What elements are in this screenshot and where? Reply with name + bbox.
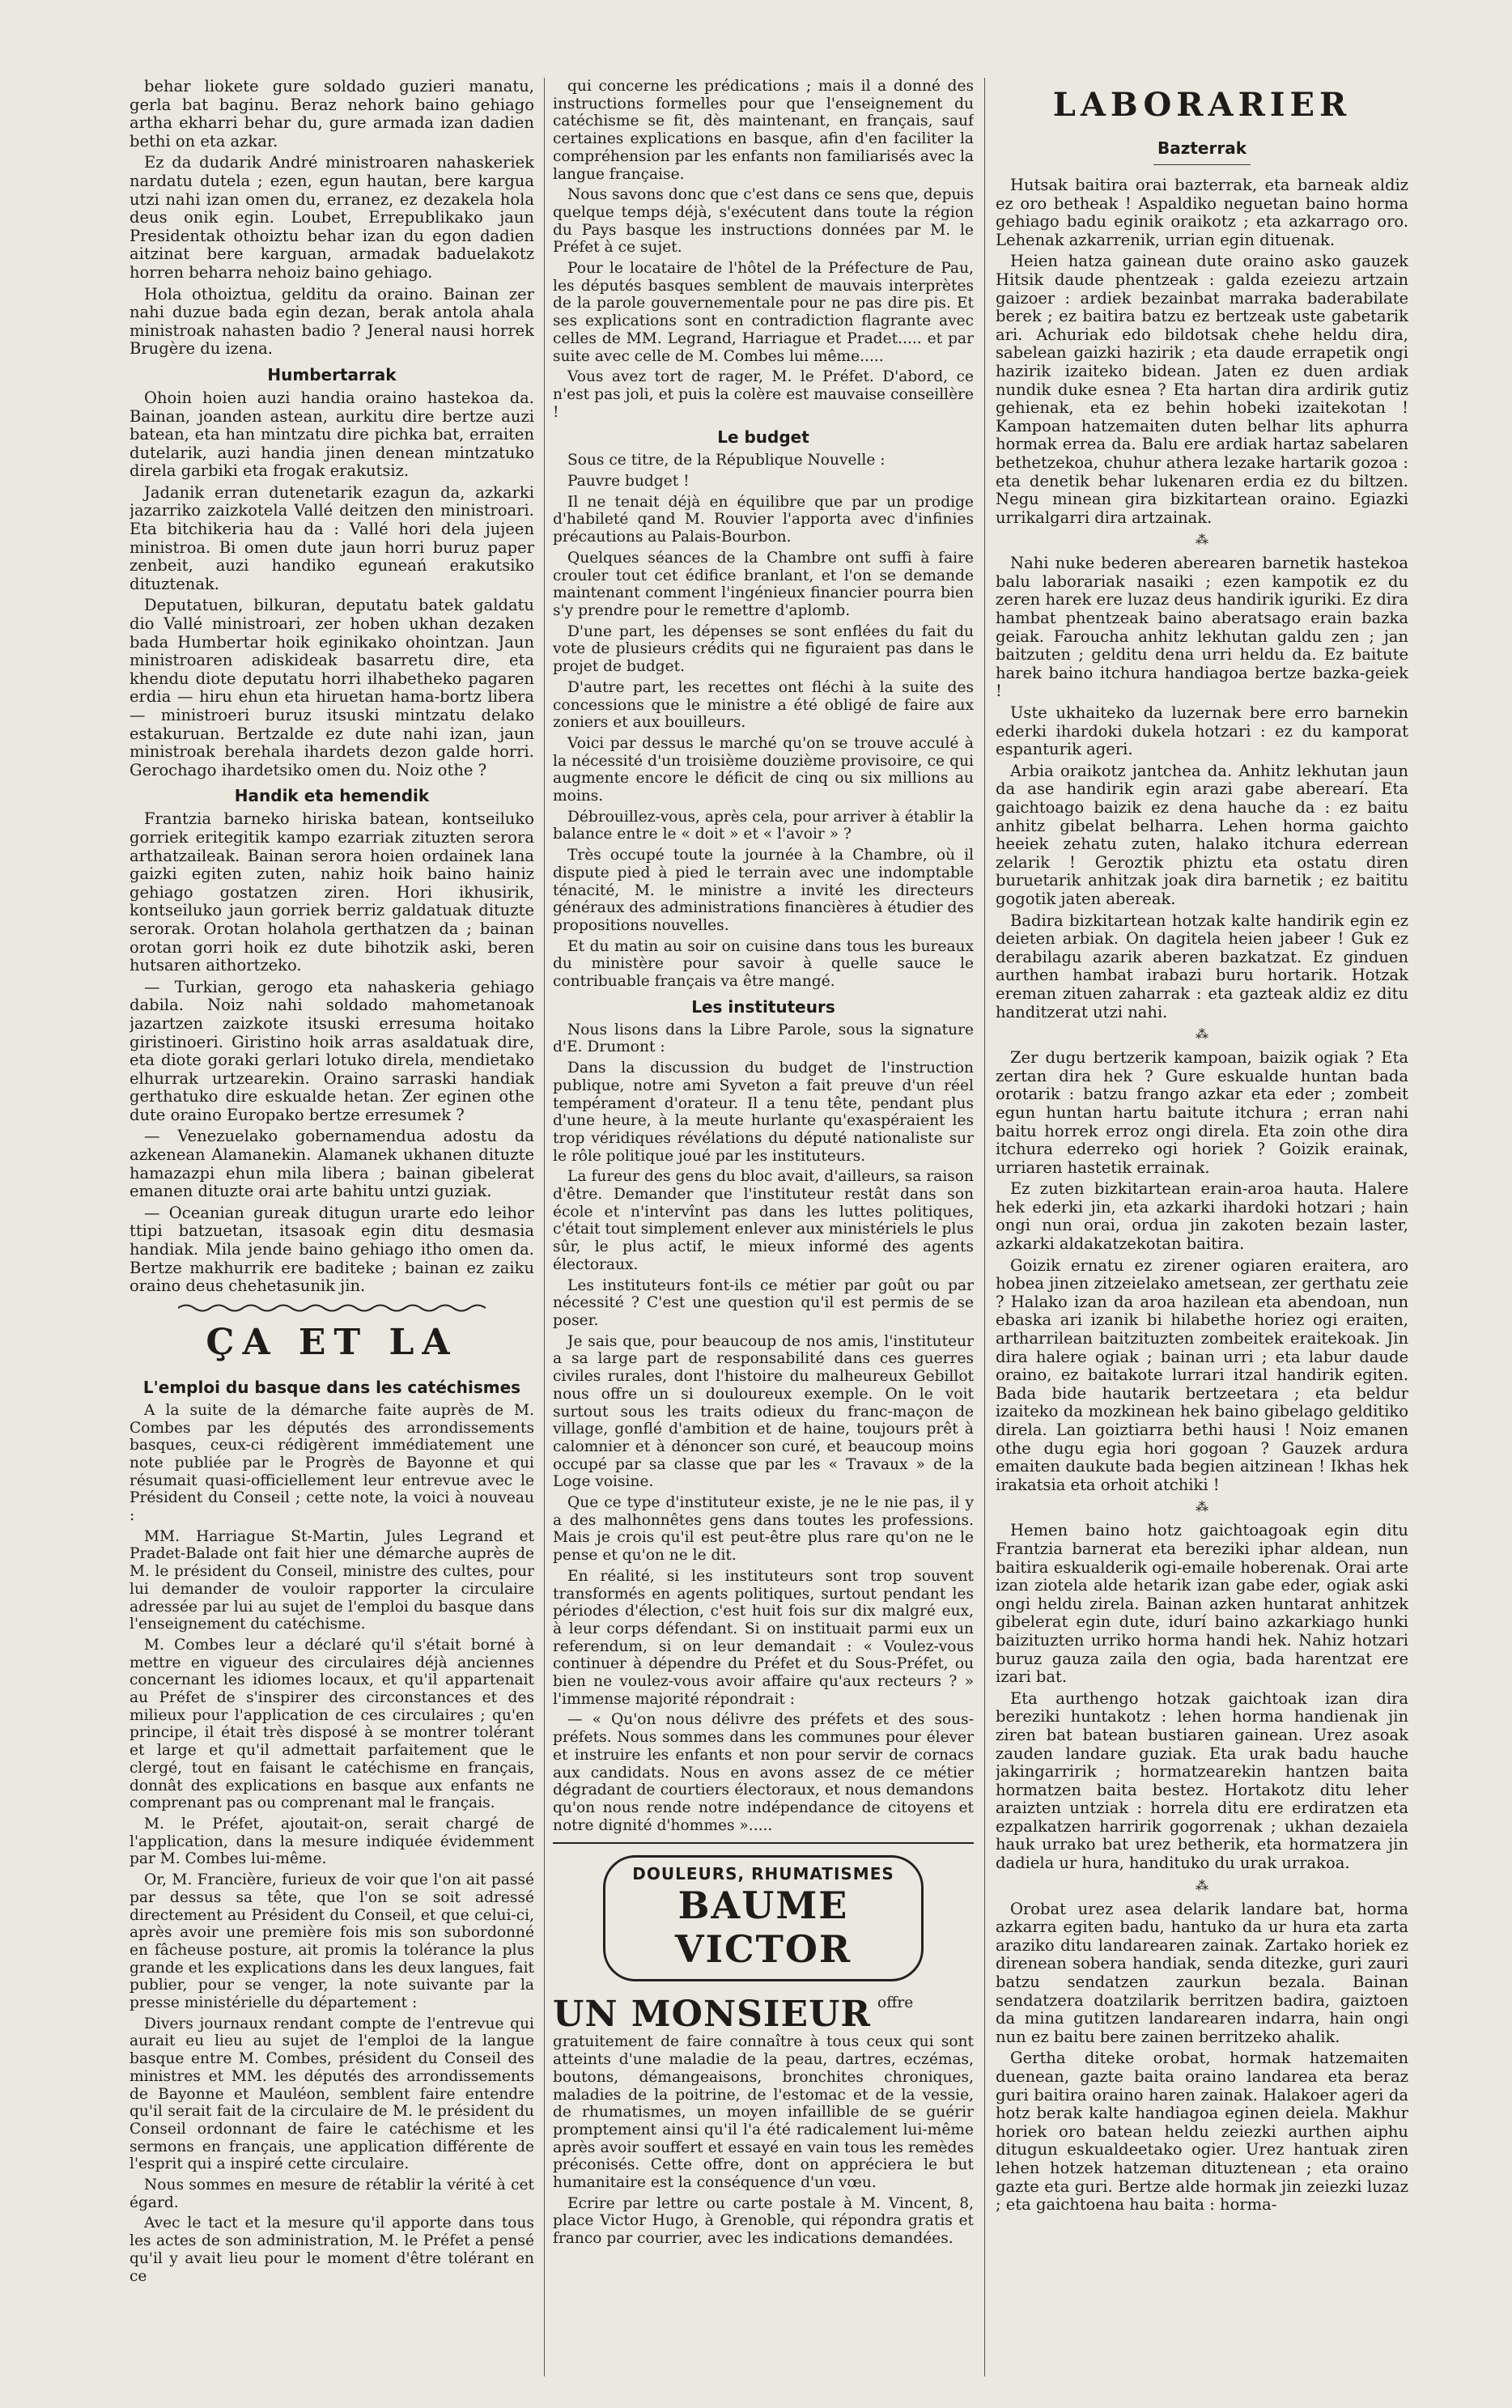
column-2	[553, 78, 974, 2376]
article-paragraph: MM. Harriague St-Martin, Jules Legrand et Pradet-Balade ont fait hier une démarche auprès de M. le président du Conseil, ministre des cultes, pour lui demander de vouloir rapporter la circulaire adressée par lui au sujet de l'emploi du basque dans l'enseignement du catéchisme.	[130, 1527, 534, 1633]
article-paragraph: Très occupé toute la journée à la Chambre, où il dispute pied à pied le terrain avec une indomptable ténacité, M. le ministre a invité les directeurs généraux des administrations financières à étudier des propositions nouvelles.	[553, 847, 974, 934]
article-paragraph: M. Combes leur a déclaré qu'il s'était borné à mettre en vigueur des circulaires déjà anciennes concernant les idiomes locaux, et qu'il appartenait au Préfet de s'inspirer des circonstances et des milieux pour l'application de ces circulaires ; qu'en principe, il était très disposé à se montrer tolérant et large et qu'il admettait parfaitement que le clergé, tout en faisant le catéchisme en français, donnât des explications en basque aux enfants ne comprenant pas ou comprenant mal le français.	[130, 1636, 534, 1812]
article-paragraph: La fureur des gens du bloc avait, d'ailleurs, sa raison d'être. Demander que l'instituteur restât dans son école et n'intervînt pas dans les luttes politiques, c'était tout simplement enlever aux ministériels le plus sûr, le plus actif, le mieux informé des agents électoraux.	[553, 1168, 974, 1273]
article-paragraph: — Venezuelako gobernamendua adostu da azkenean Alamanekin. Alamanek ukhanen dituzte hamazazpi ehun mila libera ; bainan gibelerat emanen dituzte orai arte bahitu untzi guziak.	[130, 1127, 534, 1201]
article-paragraph: Gertha diteke orobat, hormak hatzemaiten duenean, gazte baita oraino landarea eta beraz guri baitira oraino haren zainak. Halakoer ageri da hotz berak kalte handiagoa eginen deiela. Makhur horiek oro batean heldu zeiezki aurthen aiphu ditugun eskualdeetako ogier. Urez hantuak ziren lehen hotzek hatzeman dituztenean ; eta oraino gazte eta guri. Bertze alde hormak jin zeiezki luzaz ; eta gaichtoena hau baita : horma-	[996, 2049, 1408, 2215]
section-heading: Les instituteurs	[691, 996, 835, 1017]
laborarier-title: LABORARIER	[1052, 86, 1352, 124]
article-paragraph: Débrouillez-vous, après cela, pour arriver à établir la balance entre le « doit » et « l'avoir » ?	[553, 808, 974, 843]
article-paragraph: Goizik ernatu ez zirener ogiaren eraitera, aro hobea jinen zitzeielako ametsean, zer gerthatu zeie ? Halako izan da aroa hazilean eta abendoan, nun ebaska ari izanik bi hilabethe horiez ogi eraiten, artharrilean baitzituzten zombeitek eraitekoak. Jin dira halere ogiak ; bainan urri ; eta labur daude oraino, ez baitakote lurrari itzal handirik egiten. Bada bide hautarik bertzeetara ; eta beldur izaiteko da mozkinean hek baino gibelago gelditiko direla. Lan goiztiarra bethi hausi ! Noiz emanen othe dugu egia hori gogoan ? Gauzek ardura emaiten daukute bada begien aitzinean ! Ikhas hek irakatsia eta orhoit atchiki !	[996, 1255, 1408, 1494]
article-paragraph: Hutsak baitira orai bazterrak, eta barneak aldiz ez oro betheak ! Aspaldiko neguetan baino horma gehiago badu eginik oraikotz ; eta azkarrago oro. Lehenak azkarrenik, urrian egin dituenak.	[996, 176, 1408, 249]
article-paragraph: — Oceanian gureak ditugun urarte edo leihor ttipi batzuetan, itsasoak egin ditu desmasia handiak. Mila jende baino gehiago itho omen da. Bertze makhurrik ere baditeke ; bainan ez zaiku oraino deus chehetasunik jin.	[130, 1203, 534, 1296]
article-paragraph: — « Qu'on nous délivre des préfets et des sous-préfets. Nous sommes dans les communes pour élever et instruire les enfants et non pour servir de cornacs aux candidats. Nous en avons assez de ce métier dégradant de courtiers électoraux, et nous demandons qu'on nous rende notre indépendance de citoyens et notre dignité d'hommes ».....	[553, 1711, 974, 1834]
article-paragraph: Et du matin au soir on cuisine dans tous les bureaux du ministère pour savoir à quelle sauce le contribuable français va être mangé.	[553, 937, 974, 991]
article-paragraph: — Turkian, gerogo eta nahaskeria gehiago dabila. Noiz nahi soldado mahometanoak jazartzen zaizkote itsuski erresuma hoitako giristinoeri. Giristino hoik arras asaldatuak dire, eta diote goraki gerlari lotuko direla, mendietako elhurrak urtzearekin. Oraino sarraski handiak gerthatuko dire eskualde hetan. Zer eginen othe dute oraino Europako bertze erresumek ?	[130, 977, 534, 1124]
article-paragraph: Vous avez tort de rager, M. le Préfet. D'abord, ce n'est pas joli, et puis la colère est mauvaise conseillère !	[553, 368, 974, 421]
column-rule-left	[544, 78, 545, 2376]
asterism-icon: ⁂	[1196, 1499, 1208, 1515]
column-3	[996, 78, 1408, 2376]
article-paragraph: Dans la discussion du budget de l'instruction publique, notre ami Syveton a fait preuve d'un réel tempérament d'orateur. Il a tenu tête, pendant plus d'une heure, à la meute hurlante qu'exaspéraient les trop véridiques révélations du député nationaliste sur le rôle politique joué par les instituteurs.	[553, 1060, 974, 1165]
section-heading: L'emploi du basque dans les catéchismes	[142, 1377, 521, 1397]
ad-text: Ecrire par lettre ou carte postale à M. Vincent, 8, place Victor Hugo, à Grenoble, qui répondra gratis et franco par courrier, avec les indications demandées.	[553, 2194, 974, 2248]
article-paragraph: Ohoin hoien auzi handia oraino hastekoa da. Bainan, joanden astean, aurkitu dire bertze auzi batean, eta han mintzatu dire pichka bat, erraiten dutelarik, auzi handia jinen denean mintzatuko direla garbiki eta frogak erakutsiz.	[130, 388, 534, 481]
article-paragraph: Que ce type d'instituteur existe, je ne le nie pas, il y a des malhonnêtes gens dans toutes les professions. Mais je crois qu'il est peut-être plus rare qu'on ne le pense et qu'on ne le dit.	[553, 1494, 974, 1565]
article-paragraph: Divers journaux rendant compte de l'entrevue qui aurait eu lieu au sujet de l'emploi de la langue basque entre M. Combes, président du Conseil des ministres et MM. les députés des arrondissements de Bayonne et Mauléon, semblent faire entendre qu'il serait fait de la circulaire de M. le président du Conseil ordonnant de faire le catéchisme et les sermons en français, une application différente de l'esprit qui a inspiré cette circulaire.	[130, 2015, 534, 2173]
section-heading: Bazterrak	[1157, 138, 1247, 158]
article-paragraph: qui concerne les prédications ; mais il a donné des instructions formelles pour que l'enseignement du catéchisme se fit, dès maintenant, en français, sauf certaines explications en basque, afin d'en faciliter la compréhension par les enfants non familiarisés avec la langue française.	[553, 78, 974, 183]
article-paragraph: Or, M. Francière, furieux de voir que l'on ait passé par dessus sa tête, que l'on se soit adressé directement au Président du Conseil, et que celui-ci, après avoir une première fois mis son subordonné en fâcheuse posture, ait promis la tolérance la plus grande et les explications dans les deux langues, fait publier, pour se venger, la note suivante par la presse ministérielle du département :	[130, 1871, 534, 2012]
article-paragraph: D'autre part, les recettes ont fléchi à la suite des concessions que le ministre a été obligé de faire aux zoniers et aux bouilleurs.	[553, 678, 974, 732]
article-paragraph: Hola othoiztua, gelditu da oraino. Bainan zer nahi duzue bada egin dezan, berak antola ahala ministroak nahasten badio ? Jeneral nausi horrek Brugère du izena.	[130, 284, 534, 359]
article-paragraph: Heien hatza gainean dute oraino asko gauzek Hitsik daude phentzeak : galda ezeiezu artzain gaizoer : ardiek bezainbat marraka baderabilate berek ; ez baitira batzu ez bertzeak uste gabetarik ari. Achuriak edo bildotsak chehe heldu dira, sabelean gaizki hazirik ; eta daude errapetik ongi hazirik izaiteko bidean. Jaten ez duen ardiak nundik duke esnea ? Eta hartan dira ardirik gutiz gehienak, eta ez behin hobeki izaitekotan ! Kampoan hatzemaiten duten belhar lits aphurra hormak errea da. Balu ere ardiak hartaz sabelaren bethetzekoa, chuhur athera lezake hartarik gozoa : eta denetik behar lukenaren erdia ez du biltzen. Negu minean gira bizkitartean oraino. Egiazki urrikalgarri dira artzainak.	[996, 252, 1408, 527]
article-paragraph: Ez zuten bizkitartean erain-aroa hauta. Halere hek ederki jin, eta azkarki ihardoki hotzari ; hain ongi nun orai, ordua jin zakoten bezain laster, azkarki aldakatzekotan baitira.	[996, 1179, 1408, 1254]
ad-tagline: DOULEURS, RHUMATISMES	[632, 1864, 894, 1884]
article-paragraph: Hemen baino hotz gaichtoagoak egin ditu Frantzia barnerat eta bereziki iphar aldean, nun baitira eskualderik ogi-emaile hoberenak. Orai arte izan ziotela alde hetarik izan gabe eder, ogiak aski ongi heldu zirela. Bainan azken huntarat anhitzek gibelerat egin dute, idurí baino azkarkiago hunki baizituzten urriko horma handi hek. Nahiz hotzari buruz gauza zaila den ogia, bada harentzat ere izari bat.	[996, 1521, 1408, 1687]
article-paragraph: Jadanik erran dutenetarik ezagun da, azkarki jazarriko zaizkotela Vallé deitzen den ministroari. Eta bitchikeria hau da : Vallé hori dela jujeen ministroa. Bi omen dute jaun horri buruz paper zenbeit, auzi handiko eguneań erakutsiko dituztenak.	[130, 482, 534, 593]
article-paragraph: Arbia oraikotz jantchea da. Anhitz lekhutan jaun da ase handirik egin arazi gabe aberearí. Eta gaichtoago baizik ez dena hauche da : ez baitu anhitz gibelat belharra. Lehen horma gaichto heeiek zehatu zuten, halako itchura ederrean zelarik ! Geroztik phiztu eta ostatu diren buruetarik anhitzak joak dira barnetik ; ez baititu gogotik jaten abereak.	[996, 761, 1408, 908]
ad-text: offre gratuitement de faire connaître à tous ceux qui sont atteints d'une maladie de la peau, dartres, eczémas, boutons, démangeaisons, bronchites chroniques, maladies de la poitrine, de l'estomac et de la vessie, de rhumatismes, un moyen infaillible de se guérir promptement ainsi qu'il l'a été radicalement lui-même après avoir souffert et essayé en vain tous les remèdes préconisés. Cette offre, dont on appréciera le but humanitaire est la conséquence d'un vœu.	[553, 1994, 974, 2192]
article-paragraph: Il ne tenait déjà en équilibre que par un prodige d'habileté qand M. Rouvier l'apporta avec d'infinies précautions au Palais-Bourbon.	[553, 493, 974, 546]
ca-et-la-title: ÇA ET LA	[206, 1321, 458, 1363]
article-paragraph: Frantzia barneko hiriska batean, kontseiluko gorriek eritegitik kampo ezarriak zituzten serora arthatzaileak. Bainan serora hoien ordainek lana gaizki egiten zuten, nahiz hoik baino hainiz gehiago gostatzen ziren. Hori ikhusirik, kontseiluko jaun gorriek berriz galdatuak dituzte serorak. Orotan holahola gerthatzen da ; bainan orotan gorri hoik ez dute bihotzik aski, beren hutsaren aithortzeko.	[130, 809, 534, 975]
article-paragraph: Nous savons donc que c'est dans ce sens que, depuis quelque temps déjà, s'exécutent dans toute la région du Pays basque les instructions données par M. le Préfet à ce sujet.	[553, 186, 974, 257]
ad-headline: UN MONSIEUR	[553, 1994, 871, 2036]
article-paragraph: M. le Préfet, ajoutait-on, serait chargé de l'application, dans la mesure indiquée évidemment par M. Combes lui-même.	[130, 1815, 534, 1868]
article-paragraph: Orobat urez asea delarik landare bat, horma azkarra egiten badu, hantuko da ur hura eta zarta araziko ditu landarearen zainak. Zartako horiek ez direnean sobera handiak, senda ditezke, guri zauri batzu sendatzen zaurkun bezala. Bainan sendatzera doatzilarik berritzen badira, gaiztoen da mina gutitzen landarearen indarra, hain ongi nun ez baitu bere zainen berritzeko ahalik.	[996, 1899, 1408, 2046]
heading-rule	[1153, 164, 1251, 165]
asterism-icon: ⁂	[1196, 1877, 1208, 1893]
article-paragraph: behar liokete gure soldado guzieri manatu, gerla bat baginu. Beraz nehork baino gehiago artha ekharri behar du, gure armada izan dadien bethi on eta azkar.	[130, 78, 534, 151]
article-paragraph: A la suite de la démarche faite auprès de M. Combes par les députés des arrondissements basques, ceux-ci rédigèrent immédiatement une note publiée par le Progrès de Bayonne et qui résumait quasi-officiellement leur entrevue avec le Président du Conseil ; cette note, la voici à nouveau :	[130, 1401, 534, 1525]
article-paragraph: Sous ce titre, de la République Nouvelle :	[567, 452, 886, 469]
ad-brand: BAUME VICTOR	[674, 1884, 852, 1972]
un-monsieur-ad	[553, 1994, 974, 2247]
article-paragraph: Les instituteurs font-ils ce métier par goût ou par nécessité ? C'est une question qu'il est permis de se poser.	[553, 1276, 974, 1329]
article-paragraph: Ez da dudarik André ministroaren nahaskeriek nardatu dutela ; ezen, egun hautan, bere kargua utzi nahi izan omen du, erranez, ez dezakela hola deus onik egin. Loubet, Errepublikako jaun Presidentak othoiztu behar izan du egon dadien aitzinat bere karguan, armadak baduelakotz horren beharra nehoiz baino gehiago.	[130, 153, 534, 282]
column-rule-right	[984, 78, 985, 2376]
article-paragraph: Nous sommes en mesure de rétablir la vérité à cet égard.	[130, 2177, 534, 2211]
article-paragraph: Zer dugu bertzerik kampoan, baizik ogiak ? Eta zertan dira hek ? Gure eskualde huntan bada orotarik : batzu frango azkar eta eder ; zombeit egun huntan hartu baitute itchura ; erran nahi baitu horrek erroz ongi direla. Eta zoin othe dira itchura ederreko ogi horiek ? Goizik erainak, urriaren hastetik errainak.	[996, 1048, 1408, 1177]
asterism-icon: ⁂	[1196, 1026, 1208, 1043]
article-paragraph: Badira bizkitartean hotzak kalte handirik egin ez deieten arbiak. On dagitela heien jabeer ! Guk ez derabilagu azarik aberen bazkatzat. Ez ginduen aurthen hambat irabazi buru hortarik. Hotzak ereman zituen zaharrak : eta gazteak aldiz ez ditu handitzerat utzi nahi.	[996, 911, 1408, 1021]
article-paragraph: Pauvre budget !	[567, 473, 690, 491]
section-heading: Le budget	[717, 427, 809, 448]
article-paragraph: Eta aurthengo hotzak gaichtoak izan dira bereziki huntakotz : lehen horma handienak jin ziren bat batean bustiaren gainean. Urez asoak zauden landare guziak. Eta urak badu hauche jakingarririk ; hormatzearekin hantzen baita hormatzen baita bestez. Hortakotz ditu leher araizten untziak : horrela ditu ere erdiratzen eta ezpalkatzen harririk gogorrenak ; ukhan dezaiela hauk urrako bat urez betherik, eta hormatzera jin dadiela ur hura, handituko du urak urrakoa.	[996, 1688, 1408, 1873]
article-paragraph: Avec le tact et la mesure qu'il apporte dans tous les actes de son administration, M. le Préfet a pensé qu'il y avait lieu pour le moment d'être tolérant en ce	[130, 2215, 534, 2285]
article-paragraph: Je sais que, pour beaucoup de nos amis, l'instituteur a sa large part de responsabilité dans ces guerres civiles rurales, dont l'histoire du malheureux Gebillot nous offre un si douloureux exemple. On le voit surtout sous les traits odieux du franc-maçon de village, gonflé d'ambition et de haine, toujours prêt à calomnier et à dénoncer son curé, et beaucoup moins occupé par sa classe que par les « Travaux » de la Loge voisine.	[553, 1332, 974, 1491]
article-paragraph: Uste ukhaiteko da luzernak bere erro barnekin ederki ihardoki dukela hotzari : ez du kamporat espanturik ageri.	[996, 703, 1408, 759]
wave-divider-icon	[178, 1302, 486, 1314]
article-paragraph: D'une part, les dépenses se sont enflées du fait du vote de plusieurs crédits qui ne figuraient pas dans le projet de budget.	[553, 622, 974, 676]
article-paragraph: En réalité, si les instituteurs sont trop souvent transformés en agents politiques, surtout pendant les périodes d'élection, c'est huit fois sur dix malgré eux, à leur corps défendant. Si on instituait parmi eux un referendum, si on leur demandait : « Voulez-vous continuer à dépendre du Préfet et du Sous-Préfet, ou bien ne voulez-vous avoir affaire qu'aux recteurs ? » l'immense majorité répondrait :	[553, 1567, 974, 1708]
article-paragraph: Deputatuen, bilkuran, deputatu batek galdatu dio Vallé ministroari, zer hoben ukhan dezaken bada Humbertar hoik eginikako ohointzan. Jaun ministroaren adiskideak basarretu dire, eta khendu diote deputatu horri ilhabetheko pagaren erdia — hiru ehun eta hiruetan hama-bortz libera — ministroeri buruz itsuski mintzatu delako estakuruan. Bertzalde ez dute nahi izan, jaun ministroak berehala ihardets dezon galde horri. Gerochago ihardetsiko omen du. Noiz othe ?	[130, 596, 534, 779]
baume-victor-ad	[603, 1855, 924, 1981]
article-paragraph: Voici par dessus le marché qu'on se trouve acculé à la nécessité d'un troisième douzième provisoire, ce qui augmente encore le déficit de cinq ou six millions au moins.	[553, 734, 974, 805]
article-paragraph: Nahi nuke bederen aberearen barnetik hastekoa balu laborariak nasaiki ; ezen kampotik ez du zeren harek ere luzaz deus handirik iguriki. Ez dira hambat phentzeak baino aberatsago erain bazka geiak. Faroucha anhitz lekhutan galdu zen ; jan baitzuten ; gelditu dena urri heldu da. Ez baitute harek baino itchura handiagoa bertze bazka-geiek !	[996, 554, 1408, 701]
asterism-icon: ⁂	[1196, 532, 1208, 548]
column-1	[130, 78, 534, 2376]
section-heading: Handik eta hemendik	[234, 786, 430, 806]
article-paragraph: Pour le locataire de l'hôtel de la Préfecture de Pau, les députés basques semblent de mauvais interprètes de la parole gouvernementale pour ne pas dire pis. Et ses explications sont en contradiction flagrante avec celles de MM. Legrand, Harriague et Pradet..... et par suite avec celle de M. Combes lui même.....	[553, 260, 974, 365]
article-paragraph: Quelques séances de la Chambre ont suffi à faire crouler tout cet édifice branlant, et l'on se demande maintenant comment l'ingénieux financier pourra bien s'y prendre pour le remettre d'aplomb.	[553, 549, 974, 619]
ad-separator	[553, 1842, 974, 1844]
article-paragraph: Nous lisons dans la Libre Parole, sous la signature d'E. Drumont :	[553, 1021, 974, 1056]
section-heading: Humbertarrak	[267, 364, 397, 384]
